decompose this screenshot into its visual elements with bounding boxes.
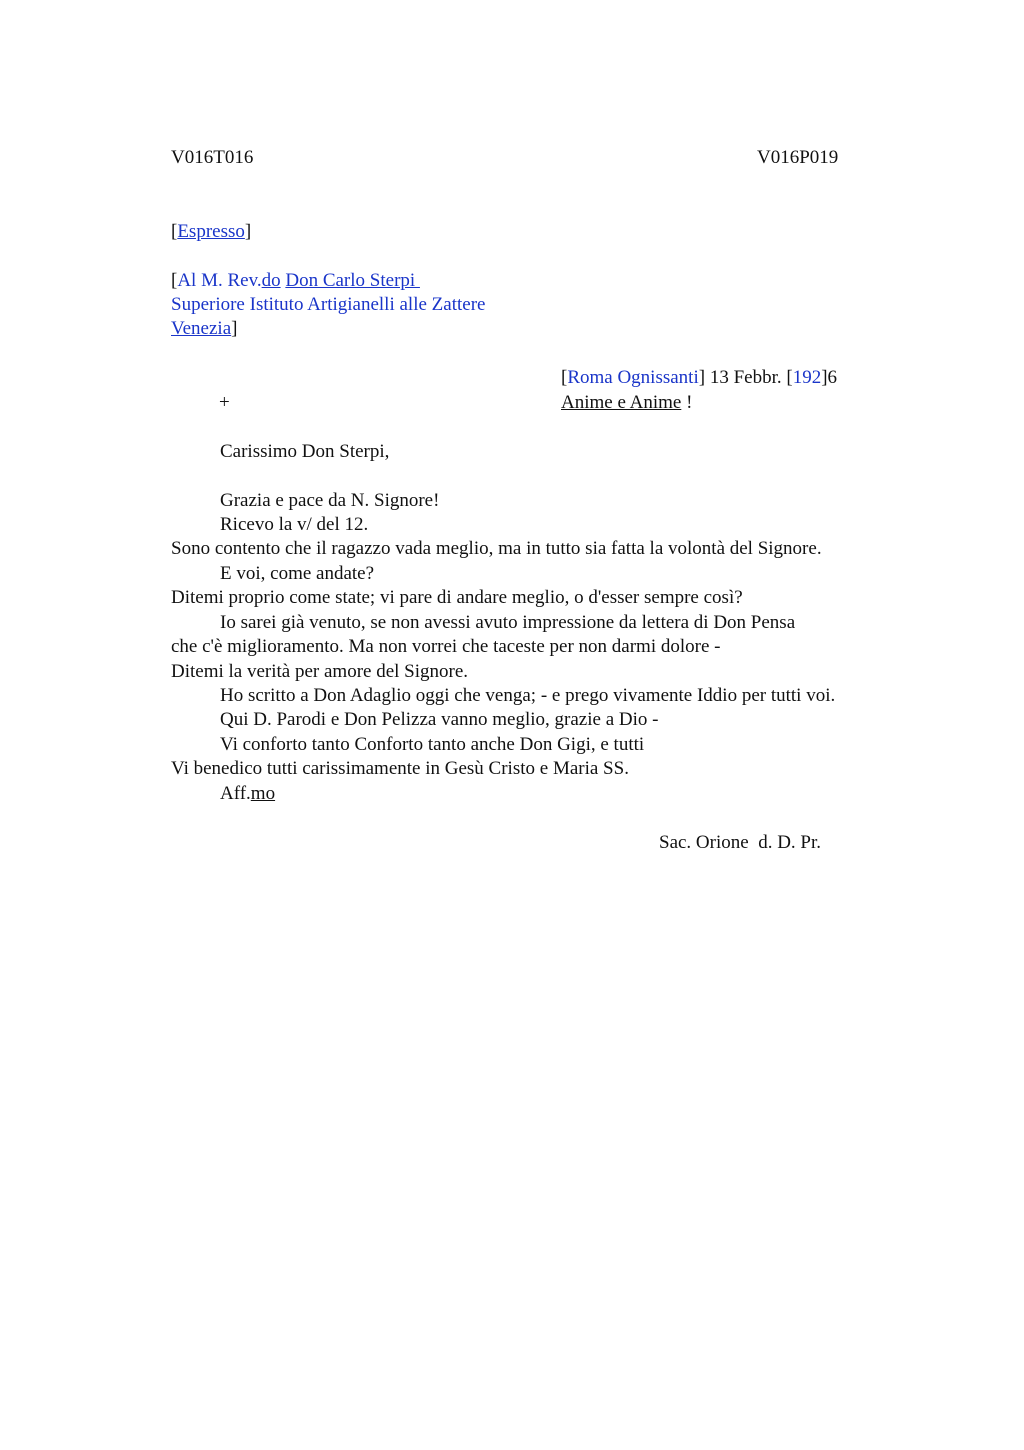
body-line: Vi benedico tutti carissimamente in Gesù Cristo e Maria SS. — [171, 758, 629, 779]
address-line-1 — [171, 269, 420, 293]
cross-symbol: + — [219, 392, 230, 413]
address-line-3 — [171, 317, 237, 341]
closing-suffix: mo — [250, 783, 276, 804]
dateline — [561, 366, 837, 390]
city-link[interactable]: Venezia — [171, 318, 232, 339]
body-line: Ho scritto a Don Adaglio oggi che venga; - e prego vivamente Iddio per tutti voi. — [220, 685, 836, 706]
closing — [220, 782, 275, 806]
date-middle: ] 13 Febbr. [ — [698, 367, 793, 388]
date-place: Roma Ognissanti — [567, 367, 699, 388]
motto-text: Anime e Anime — [561, 392, 682, 413]
bracket-close: ] — [231, 318, 238, 339]
body-line: Vi conforto tanto Conforto tanto anche Don Gigi, e tutti — [220, 734, 645, 755]
signature: Sac. Orione d. D. Pr. — [659, 832, 822, 853]
address-line-2: Superiore Istituto Artigianelli alle Zattere — [171, 294, 486, 315]
date-year-end: ]6 — [821, 367, 838, 388]
body-line: Ricevo la v/ del 12. — [220, 514, 369, 535]
bracket-open: [ — [561, 367, 568, 388]
address-title-suffix-link[interactable]: do — [261, 270, 281, 291]
body-line: Sono contento che il ragazzo vada meglio, ma in tutto sia fatta la volontà del Signore. — [171, 538, 822, 559]
body-line: Io sarei già venuto, se non avessi avuto impressione da lettera di Don Pensa — [220, 612, 796, 633]
body-line: E voi, come andate? — [220, 563, 375, 584]
body-line: Grazia e pace da N. Signore! — [220, 490, 440, 511]
date-year-part: 192 — [792, 367, 822, 388]
document-code-left: V016T016 — [171, 147, 254, 168]
motto — [561, 391, 692, 415]
bracket-open: [ — [171, 221, 178, 242]
bracket-open: [ — [171, 270, 178, 291]
document-code-right: V016P019 — [757, 147, 839, 168]
body-line: Ditemi la verità per amore del Signore. — [171, 661, 469, 682]
closing-text: Aff. — [220, 783, 251, 804]
address-title: Al M. Rev. — [177, 270, 262, 291]
body-line: che c'è miglioramento. Ma non vorrei che taceste per non darmi dolore - — [171, 636, 721, 657]
recipient-name-link[interactable]: Don Carlo Sterpi — [285, 270, 420, 291]
body-line: Ditemi proprio come state; vi pare di andare meglio, o d'esser sempre così? — [171, 587, 743, 608]
body-line: Qui D. Parodi e Don Pelizza vanno meglio, grazie a Dio - — [220, 709, 659, 730]
bracket-close: ] — [244, 221, 252, 242]
delivery-note — [171, 220, 251, 244]
motto-end: ! — [681, 392, 693, 413]
salutation: Carissimo Don Sterpi, — [220, 441, 390, 462]
espresso-link[interactable]: Espresso — [177, 221, 245, 242]
